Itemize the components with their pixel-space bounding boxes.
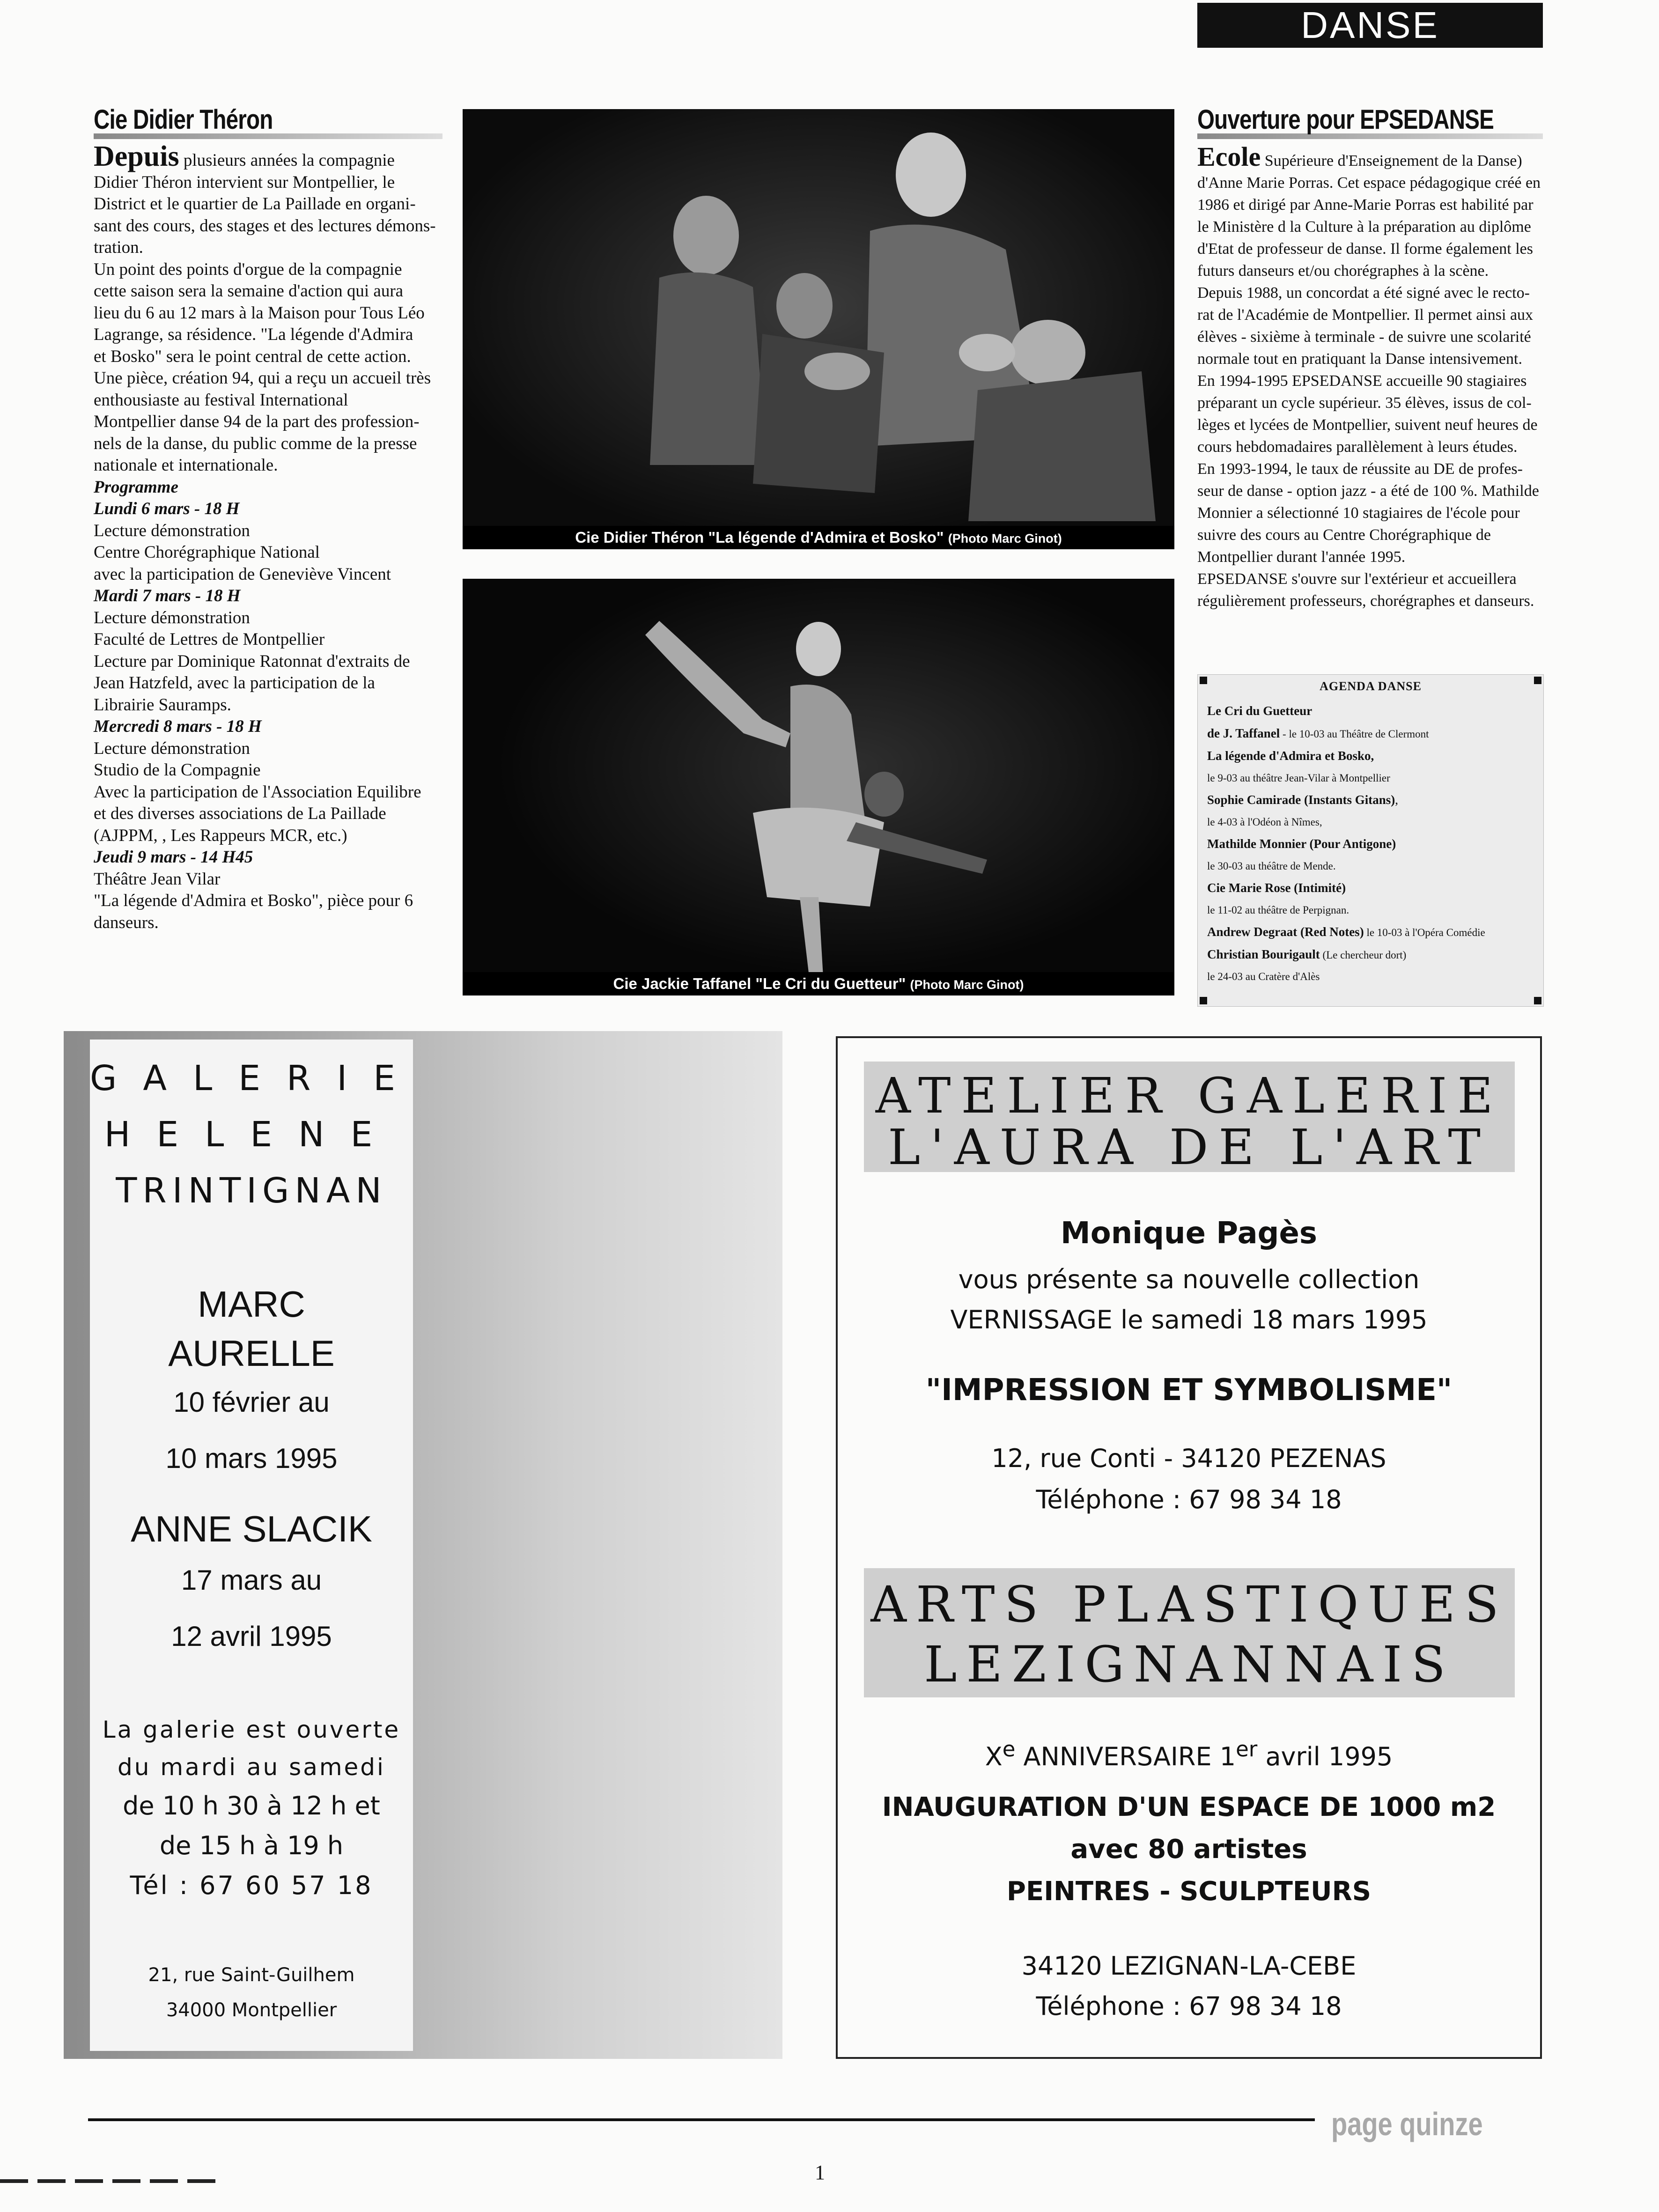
agenda-bold: Sophie Camirade (Instants Gitans) bbox=[1207, 793, 1395, 807]
text-line: 1986 et dirigé par Anne-Marie Porras est habilité par bbox=[1197, 196, 1534, 214]
anniversary-line bbox=[838, 1737, 1540, 1771]
left-article-title: Cie Didier Théron bbox=[94, 104, 273, 135]
text-line: En 1993-1994, le taux de réussite au DE de profes- bbox=[1197, 460, 1523, 478]
atelier-phone: Téléphone : 67 98 34 18 bbox=[1036, 1485, 1342, 1514]
text-line: Un point des points d'orgue de la compagnie bbox=[94, 259, 402, 279]
text-line: Montpellier durant l'année 1995. bbox=[1197, 548, 1406, 566]
band-line: ATELIER GALERIE bbox=[875, 1067, 1504, 1124]
ad-text: vous présente sa nouvelle collection bbox=[958, 1265, 1420, 1294]
right-article-intro bbox=[1197, 141, 1543, 172]
text-part: X bbox=[985, 1742, 1003, 1771]
gallery-address: 21, rue Saint-Guilhem bbox=[148, 1964, 355, 1986]
agenda-line: La légende d'Admira et Bosko, bbox=[1207, 749, 1374, 763]
atelier-band bbox=[864, 1062, 1515, 1176]
caption-text: Cie Didier Théron "La légende d'Admira et Bosko" bbox=[575, 529, 944, 546]
text-line: le Ministère d la Culture à la préparation au diplôme bbox=[1197, 218, 1531, 236]
text-line: rat de l'Académie de Montpellier. Il permet ainsi aux bbox=[1197, 306, 1534, 324]
arts-plastiques-band bbox=[864, 1568, 1515, 1697]
photo-credit: (Photo Marc Ginot) bbox=[910, 978, 1024, 992]
text-line: enthousiaste au festival International bbox=[94, 390, 348, 410]
text-part: avril 1995 bbox=[1257, 1742, 1393, 1771]
programme-day: Mercredi 8 mars - 18 H bbox=[94, 717, 262, 736]
dashed-margin bbox=[0, 2179, 225, 2183]
agenda-rest: (Le chercheur dort) bbox=[1320, 949, 1407, 961]
text-line: suivre des cours au Centre Chorégraphique de bbox=[1197, 526, 1491, 544]
text-line: d'Etat de professeur de danse. Il forme également les bbox=[1197, 240, 1534, 258]
text-line: élèves - sixième à terminale - de suivre une scolarité bbox=[1197, 328, 1531, 346]
text-line: sant des cours, des stages et des lectures démons- bbox=[94, 216, 436, 236]
lead-word: Ecole bbox=[1197, 141, 1261, 172]
artist-name: AURELLE bbox=[168, 1333, 335, 1374]
gallery-name-line: HELENE bbox=[104, 1114, 399, 1155]
agenda-rest: - le 10-03 au Théâtre de Clermont bbox=[1280, 728, 1429, 740]
exhibit-dates: 12 avril 1995 bbox=[171, 1621, 332, 1652]
text-line: (AJPPM, , Les Rappeurs MCR, etc.) bbox=[94, 826, 347, 845]
text-line: Librairie Sauramps. bbox=[94, 695, 231, 715]
caption-text: Cie Jackie Taffanel "Le Cri du Guetteur" bbox=[613, 975, 906, 992]
opening-hours: de 10 h 30 à 12 h et bbox=[123, 1791, 380, 1821]
exhibit-dates: 10 février au bbox=[173, 1386, 330, 1418]
text-line: lieu du 6 au 12 mars à la Maison pour Tous Léo bbox=[94, 303, 425, 323]
text-line: Depuis 1988, un concordat a été signé avec le recto- bbox=[1197, 284, 1530, 302]
text-line: Lecture démonstration bbox=[94, 521, 250, 540]
text-line: Jean Hatzfeld, avec la participation de la bbox=[94, 673, 375, 693]
agenda-rest: , bbox=[1395, 793, 1399, 807]
text-line: normale tout en pratiquant la Danse intensivement. bbox=[1197, 350, 1522, 368]
lezignan-address: 34120 LEZIGNAN-LA-CEBE bbox=[1021, 1951, 1357, 1981]
agenda-bold: de J. Taffanel bbox=[1207, 726, 1280, 740]
left-article bbox=[94, 104, 442, 934]
text-line: tration. bbox=[94, 238, 143, 257]
dancers-image bbox=[463, 579, 1174, 995]
text-part: er bbox=[1236, 1737, 1258, 1762]
text-line: Lecture démonstration bbox=[94, 608, 250, 627]
right-article-title: Ouverture pour EPSEDANSE bbox=[1197, 104, 1494, 135]
text-line: Avec la participation de l'Association Equilibre bbox=[94, 782, 421, 802]
programme-day: Lundi 6 mars - 18 H bbox=[94, 499, 240, 518]
text-line: cours hebdomadaires parallèlement à leurs études. bbox=[1197, 438, 1518, 456]
text-line: Théâtre Jean Vilar bbox=[94, 869, 221, 889]
exhibit-dates: 17 mars au bbox=[181, 1564, 322, 1596]
opening-hours: du mardi au samedi bbox=[118, 1754, 385, 1781]
page-number: 1 bbox=[815, 2161, 825, 2184]
gallery-name-line: TRINTIGNAN bbox=[116, 1171, 387, 1211]
programme-day: Jeudi 9 mars - 14 H45 bbox=[94, 848, 253, 867]
text-line: plusieurs années la compagnie bbox=[183, 151, 395, 170]
text-line: Faculté de Lettres de Montpellier bbox=[94, 630, 325, 649]
text-line: et des diverses associations de La Paillade bbox=[94, 804, 386, 823]
text-line: Lecture démonstration bbox=[94, 738, 250, 758]
agenda-line: le 4-03 à l'Odéon à Nîmes, bbox=[1207, 816, 1322, 828]
programme-title: Programme bbox=[94, 477, 178, 497]
corner-square bbox=[1534, 997, 1541, 1004]
text-line: Centre Chorégraphique National bbox=[94, 543, 320, 562]
text-line: cette saison sera la semaine d'action qui aura bbox=[94, 281, 404, 301]
gallery-name-line: GALERIE bbox=[90, 1058, 421, 1099]
gallery-phone: Tél : 67 60 57 18 bbox=[130, 1871, 373, 1900]
text-line: avec la participation de Geneviève Vincent bbox=[94, 564, 391, 584]
agenda-line bbox=[1207, 793, 1398, 807]
text-line: Supérieure d'Enseignement de la Danse) bbox=[1264, 152, 1522, 170]
lezignan-phone: Téléphone : 67 98 34 18 bbox=[1036, 1991, 1342, 2021]
artist-name: MARC bbox=[198, 1283, 305, 1325]
text-line: Didier Théron intervient sur Montpellier, le bbox=[94, 172, 395, 192]
photo-caption bbox=[463, 972, 1174, 995]
exhibit-title: "IMPRESSION ET SYMBOLISME" bbox=[925, 1373, 1453, 1408]
opening-hours: La galerie est ouverte bbox=[102, 1716, 401, 1743]
ad-atelier-galerie bbox=[836, 1036, 1542, 2059]
text-line: d'Anne Marie Porras. Cet espace pédagogique créé en bbox=[1197, 174, 1541, 192]
text-line: seur de danse - option jazz - a été de 100 %. Mathilde bbox=[1197, 482, 1539, 500]
corner-square bbox=[1200, 677, 1207, 684]
text-line: "La légende d'Admira et Bosko", pièce pour 6 bbox=[94, 891, 413, 910]
corner-square bbox=[1534, 677, 1541, 684]
footer-rule bbox=[88, 2118, 1315, 2121]
agenda-line bbox=[1207, 726, 1429, 741]
agenda-line: Mathilde Monnier (Pour Antigone) bbox=[1207, 837, 1396, 851]
artist-name: ANNE SLACIK bbox=[131, 1508, 372, 1549]
owner-name: Monique Pagès bbox=[1061, 1216, 1317, 1251]
text-line: nationale et internationale. bbox=[94, 456, 278, 475]
page-label: page quinze bbox=[1331, 2106, 1483, 2142]
text-part: ANNIVERSAIRE 1 bbox=[1015, 1742, 1236, 1771]
text-line: Lagrange, sa résidence. "La légende d'Admira bbox=[94, 325, 413, 344]
section-header: DANSE bbox=[1197, 3, 1543, 48]
ad-galerie-panel bbox=[90, 1040, 421, 2051]
programme-day: Mardi 7 mars - 18 H bbox=[94, 586, 241, 605]
photo-caption bbox=[463, 526, 1174, 549]
agenda-line: le 9-03 au théâtre Jean-Vilar à Montpellier bbox=[1207, 772, 1390, 784]
vernissage-date: VERNISSAGE le samedi 18 mars 1995 bbox=[950, 1305, 1428, 1335]
artists-count: avec 80 artistes bbox=[1070, 1834, 1307, 1865]
agenda-bold: Andrew Degraat (Red Notes) bbox=[1207, 925, 1364, 939]
agenda-line: Le Cri du Guetteur bbox=[1207, 704, 1312, 718]
left-article-body bbox=[94, 140, 442, 934]
exhibit-dates: 10 mars 1995 bbox=[165, 1443, 338, 1474]
text-line: Montpellier danse 94 de la part des profession- bbox=[94, 412, 420, 431]
agenda-line: le 24-03 au Cratère d'Alès bbox=[1207, 971, 1320, 982]
agenda-bold: Christian Bourigault bbox=[1207, 947, 1320, 961]
inauguration: INAUGURATION D'UN ESPACE DE 1000 m2 bbox=[882, 1792, 1496, 1822]
band-line: L'AURA DE L'ART bbox=[888, 1119, 1491, 1176]
agenda-line: Cie Marie Rose (Intimité) bbox=[1207, 881, 1346, 895]
agenda-line: le 30-03 au théâtre de Mende. bbox=[1207, 860, 1336, 872]
text-line: nels de la danse, du public comme de la presse bbox=[94, 434, 417, 453]
text-line: Lecture par Dominique Ratonnat d'extraits de bbox=[94, 651, 410, 671]
left-article-intro bbox=[94, 140, 442, 172]
text-line: En 1994-1995 EPSEDANSE accueille 90 stagiaires bbox=[1197, 372, 1527, 390]
text-line: Monnier a sélectionné 10 stagiaires de l'école pour bbox=[1197, 504, 1520, 522]
text-line: Studio de la Compagnie bbox=[94, 760, 261, 780]
text-line: lèges et lycées de Montpellier, suivent neuf heures de bbox=[1197, 416, 1538, 434]
text-line: préparant un cycle supérieur. 35 élèves, issus de col- bbox=[1197, 394, 1532, 412]
text-line: danseurs. bbox=[94, 913, 159, 932]
text-line: futurs danseurs et/ou chorégraphes à la scène. bbox=[1197, 262, 1489, 280]
right-article bbox=[1197, 104, 1543, 612]
text-line: et Bosko" sera le point central de cette action. bbox=[94, 347, 411, 366]
agenda-line: le 11-02 au théâtre de Perpignan. bbox=[1207, 904, 1349, 916]
opening-hours: de 15 h à 19 h bbox=[159, 1831, 344, 1860]
corner-square bbox=[1200, 997, 1207, 1004]
atelier-address: 12, rue Conti - 34120 PEZENAS bbox=[991, 1444, 1386, 1473]
text-line: Une pièce, création 94, qui a reçu un accueil très bbox=[94, 369, 431, 388]
text-line: régulièrement professeurs, chorégraphes et danseurs. bbox=[1197, 592, 1534, 610]
agenda-rest: le 10-03 à l'Opéra Comédie bbox=[1364, 927, 1485, 938]
photo-credit: (Photo Marc Ginot) bbox=[948, 531, 1062, 546]
right-article-body bbox=[1197, 141, 1543, 612]
agenda-line bbox=[1207, 947, 1406, 962]
gallery-address: 34000 Montpellier bbox=[166, 1999, 337, 2021]
band-line: ARTS PLASTIQUES bbox=[870, 1576, 1508, 1633]
text-part: e bbox=[1002, 1737, 1016, 1762]
artist-kinds: PEINTRES - SCULPTEURS bbox=[1006, 1876, 1371, 1907]
photo-didier-theron bbox=[463, 109, 1174, 549]
agenda-box bbox=[1197, 674, 1544, 1007]
text-line: EPSEDANSE s'ouvre sur l'extérieur et accueillera bbox=[1197, 570, 1517, 588]
band-line: LEZIGNANNAIS bbox=[924, 1636, 1455, 1693]
text-line: District et le quartier de La Paillade en organi- bbox=[94, 194, 416, 214]
lead-word: Depuis bbox=[94, 140, 179, 172]
photo-jackie-taffanel bbox=[463, 579, 1174, 995]
agenda-line bbox=[1207, 925, 1485, 939]
dancers-image bbox=[463, 109, 1174, 549]
agenda-title: AGENDA DANSE bbox=[1320, 679, 1422, 693]
